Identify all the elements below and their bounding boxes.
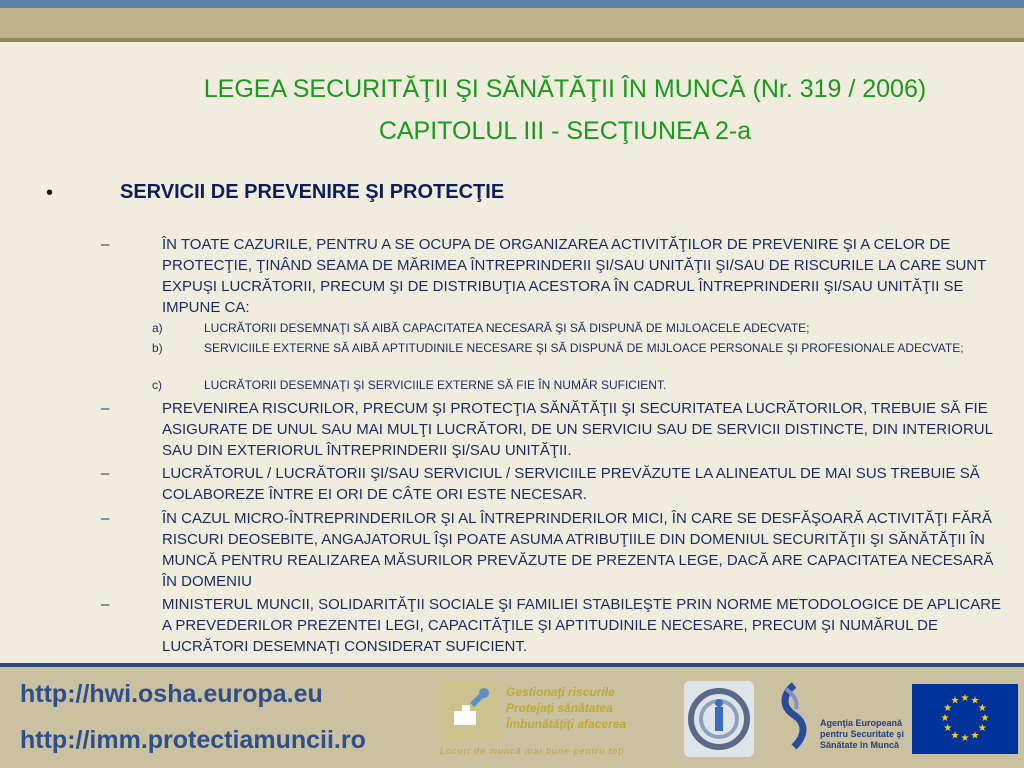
slide-title: LEGEA SECURITĂŢII ŞI SĂNĂTĂŢII ÎN MUNCĂ (Nr. 319 / 2006) xyxy=(203,75,927,103)
campaign-tagline: Locuri de muncă mai bune pentru toţi xyxy=(440,746,625,756)
eu-flag-icon xyxy=(912,684,1018,754)
item-dash: – xyxy=(101,236,110,253)
campaign-line: Îmbunătăţiţi afacerea xyxy=(506,717,627,731)
svg-text:★: ★ xyxy=(940,713,950,724)
campaign-line: Protejaţi sănătatea xyxy=(506,701,613,715)
top-stripe xyxy=(0,0,1024,8)
item-dash: – xyxy=(101,596,110,613)
campaign-logo-icon xyxy=(440,681,500,741)
heading-bullet: • xyxy=(46,182,54,204)
svg-text:★: ★ xyxy=(977,723,987,734)
subitem-marker: c) xyxy=(152,378,162,392)
subitem: LUCRĂTORII DESEMNAŢI SĂ AIBĂ CAPACITATEA NECESARĂ ŞI SĂ DISPUNĂ DE MIJLOACELE ADECVATE; xyxy=(204,321,810,335)
svg-text:★: ★ xyxy=(950,730,960,742)
list-item: PREVENIREA RISCURILOR, PRECUM ŞI PROTECŢIA SĂNĂTĂŢII ŞI SECURITATEA LUCRĂTORILOR, TREBUIE SĂ FIE ASIGURATE DE UNUL SAU MAI MULŢI LUCRĂTORI, DE UN SERVICIU SAU DE SERVICII DISTINCTE, DIN INTERIORUL SAU DIN EXTERIORUL ÎNTREPRINDERII ŞI/SAU UNITĂŢII. xyxy=(162,400,993,459)
section-heading: SERVICII DE PREVENIRE ŞI PROTECŢIE xyxy=(120,181,505,203)
item-dash: – xyxy=(101,465,110,482)
top-band xyxy=(0,8,1024,38)
campaign-line: Gestionaţi riscurile xyxy=(506,685,615,699)
svg-text:★: ★ xyxy=(943,723,953,734)
svg-text:★: ★ xyxy=(943,703,953,714)
subitem: LUCRĂTORII DESEMNAŢI ŞI SERVICIILE EXTERNE SĂ FIE ÎN NUMĂR SUFICIENT. xyxy=(204,378,667,392)
subitem: SERVICIILE EXTERNE SĂ AIBĂ APTITUDINILE NECESARE ŞI SĂ DISPUNĂ DE MIJLOACE PERSONALE ŞI PROFESIONALE ADECVATE; xyxy=(204,341,964,355)
agency-line: pentru Securitate şi xyxy=(820,729,905,739)
link-protectiamuncii[interactable]: http://imm.protectiamuncii.ro xyxy=(20,726,366,754)
item-dash: – xyxy=(101,510,110,527)
agency-line: Agenţia Europeană xyxy=(820,718,903,728)
svg-text:★: ★ xyxy=(960,733,970,744)
subitem-marker: b) xyxy=(152,341,163,355)
agency-logo-icon xyxy=(774,681,814,751)
svg-text:★: ★ xyxy=(970,730,980,742)
list-item: MINISTERUL MUNCII, SOLIDARITĂŢII SOCIALE ŞI FAMILIEI STABILEŞTE PRIN NORME METODOLOGICE DE APLICARE A PREVEDERILOR PREZENTEI LEGI, CAPACITĂŢILE ŞI APTITUDINILE NECESARE, PRECUM ŞI NUMĂRUL DE LUCRĂTORI DESEMNAŢI CONSIDERAT SUFICIENT. xyxy=(162,596,1002,655)
slide-subtitle: CAPITOLUL III - SECŢIUNEA 2-a xyxy=(378,117,752,145)
link-osha[interactable]: http://hwi.osha.europa.eu xyxy=(20,680,323,708)
svg-text:★: ★ xyxy=(980,713,990,724)
list-item: ÎN TOATE CAZURILE, PENTRU A SE OCUPA DE ORGANIZAREA ACTIVITĂŢILOR DE PREVENIRE ŞI A CELOR DE PROTECŢIE, ŢINÂND SEAMA DE MĂRIMEA ÎNTREPRINDERII ŞI/SAU UNITĂŢII ŞI/SAU DE RISCURILE LA CARE SUNT EXPUŞI LUCRĂTORII, PRECUM ŞI DE DISTRIBUŢIA ACESTORA ÎN CADRUL ÎNTREPRINDERII ŞI/SAU UNITĂŢII SE IMPUNE CA: xyxy=(162,236,987,316)
top-divider xyxy=(0,38,1024,42)
agency-line: Sănătate în Muncă xyxy=(820,740,900,750)
svg-text:★: ★ xyxy=(977,703,987,714)
subitem-marker: a) xyxy=(152,321,163,335)
svg-text:★: ★ xyxy=(960,693,970,704)
item-dash: – xyxy=(101,400,110,417)
svg-text:★: ★ xyxy=(950,695,960,707)
protection-logo-icon xyxy=(684,681,754,757)
list-item: LUCRĂTORUL / LUCRĂTORII ŞI/SAU SERVICIUL / SERVICIILE PREVĂZUTE LA ALINEATUL DE MAI SUS TREBUIE SĂ COLABOREZE ÎNTRE EI ORI DE CÂTE ORI ESTE NECESAR. xyxy=(162,465,980,503)
list-item: ÎN CAZUL MICRO-ÎNTREPRINDERILOR ŞI AL ÎNTREPRINDERILOR MICI, ÎN CARE SE DESFĂŞOARĂ ACTIVITĂŢI FĂRĂ RISCURI DEOSEBITE, ANGAJATORUL ÎŞI POATE ASUMA ATRIBUŢIILE DIN DOMENIUL SECURITĂŢII ŞI SĂNĂTĂŢII ÎN MUNCĂ PENTRU REALIZAREA MĂSURILOR PREVĂZUTE DE PREZENTA LEGE, DACĂ ARE CAPACITATEA NECESARĂ ÎN DOMENIU xyxy=(162,510,994,590)
svg-text:★: ★ xyxy=(970,695,980,707)
